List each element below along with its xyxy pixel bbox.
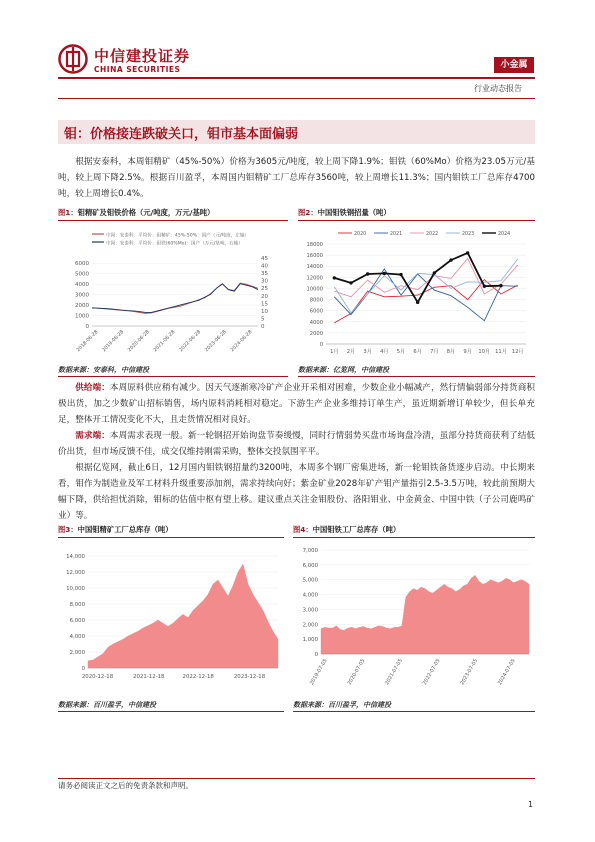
- inventory-area: [321, 575, 529, 654]
- data-point-2024: [466, 251, 469, 254]
- figure4-source-rule: [293, 711, 535, 712]
- y-right-tick-label: 5: [261, 316, 265, 323]
- y-tick-label: 8,000: [69, 602, 85, 608]
- x-tick-label: 2022-12-18: [182, 674, 214, 680]
- figure4-source: 数据来源：百川盈孚，中信建投: [293, 701, 391, 709]
- data-point-2024: [499, 284, 502, 287]
- series-line-left: [92, 283, 258, 313]
- x-tick-label: 12月: [511, 349, 524, 355]
- data-point-2024: [383, 272, 386, 275]
- y-tick-label: 6,000: [69, 618, 85, 624]
- data-point-2024: [349, 281, 352, 284]
- y-tick-label: 18000: [306, 242, 323, 248]
- y-tick-label: 4,000: [302, 592, 318, 599]
- y-left-tick-label: 5000: [75, 271, 89, 278]
- x-tick-label: 10月: [478, 349, 491, 355]
- x-tick-label: 2024-07-05: [497, 658, 517, 687]
- x-tick-label: 5月: [396, 349, 406, 355]
- figure1-title: [58, 208, 214, 218]
- figure4-title: [293, 525, 400, 535]
- figure4-title-text: 中国钼铁工厂总库存（吨）: [312, 525, 401, 534]
- x-tick-label: 2023-07-05: [459, 658, 480, 687]
- legend-label: 中国：安泰科：平均价：钼精矿：45%-50%：国产（元/吨度，左轴）: [106, 233, 250, 239]
- y-tick-label: 0: [314, 652, 318, 658]
- y-right-tick-label: 10: [261, 308, 268, 315]
- y-tick-label: 4000: [309, 319, 323, 326]
- legend-label: 2020: [354, 232, 367, 237]
- figure3-source: 数据来源：百川盈孚，中信建投: [58, 701, 156, 709]
- page-number: 1: [528, 800, 534, 809]
- y-right-tick-label: 15: [261, 301, 268, 308]
- y-tick-label: 12,000: [66, 570, 85, 576]
- data-point-2024: [399, 273, 402, 276]
- figure4-number: 图4：: [293, 525, 313, 534]
- company-logo: [58, 44, 88, 74]
- y-left-tick-label: 2000: [75, 303, 89, 310]
- x-tick-label: 2022-06-28: [178, 329, 203, 354]
- header-divider: [58, 77, 535, 79]
- x-tick-label: 2021-12-18: [133, 674, 165, 680]
- x-tick-label: 6月: [413, 349, 422, 355]
- figure2-title: [298, 208, 391, 218]
- y-tick-label: 6,000: [302, 562, 318, 569]
- x-tick-label: 2024-06-28: [230, 329, 254, 354]
- data-point-2024: [366, 272, 369, 275]
- footer-divider: [58, 778, 535, 779]
- data-point-2024: [333, 276, 336, 279]
- y-right-tick-label: 30: [261, 278, 268, 285]
- y-tick-label: 2,000: [69, 650, 85, 656]
- y-left-tick-label: 0: [85, 324, 89, 330]
- section-title: 钼：价格接连跌破关口，钼市基本面偏弱: [64, 127, 299, 142]
- figure2-source-rule: [298, 376, 535, 377]
- x-tick-label: 11月: [495, 349, 507, 355]
- disclaimer: 请务必阅读正文之后的免责条款和声明。: [58, 781, 193, 790]
- y-tick-label: 6000: [309, 308, 323, 315]
- figure1-source: 数据来源：安泰科，中信建投: [58, 366, 149, 374]
- paragraph-demand: [58, 428, 535, 460]
- x-tick-label: 3月: [363, 349, 372, 355]
- x-tick-label: 7月: [430, 349, 439, 355]
- x-tick-label: 2021-07-05: [384, 658, 404, 687]
- x-tick-label: 2020-06-28: [127, 329, 151, 354]
- y-tick-label: 10,000: [66, 586, 85, 592]
- y-right-tick-label: 40: [261, 263, 268, 270]
- x-tick-label: 2月: [346, 349, 356, 355]
- figure1-source-rule: [58, 376, 288, 377]
- data-point-2024: [433, 271, 436, 274]
- y-tick-label: 16000: [306, 253, 323, 260]
- paragraph-price: 根据安泰科，本周钼精矿（45%-50%）价格为3605元/吨度，较上周下降1.9%；钼铁（60%Mo）价格为23.05万元/基吨，较上周下降2.5%。根据百川盈孚，本周国内钼精矿工厂总库存3560吨，较上周增长11.3%；国内钼铁工厂总库存4700吨，较上周增长0.4%。: [58, 157, 535, 199]
- header-divider-thin: [58, 98, 535, 99]
- paragraph-outlook: 根据亿览网，截止6日，12月国内钼铁钢招量约3200吨，本周多个钢厂密集进场，新一轮钼铁备货逐步启动。中长期来看，钼作为制造业及军工材料升级重要添加剂，需求持续向好；紫金矿业2028年矿产钼产量指引2.5-3.5万吨，较此前预期大幅下降，供给担忧消除，钼标的估值中枢有望上移。建议重点关注金钼股份、洛阳钼业、中金黄金、中国中铁（子公司鹿鸣矿业）等。: [58, 463, 535, 521]
- figure2-number: 图2：: [298, 208, 318, 217]
- figure2-title-text: 中国钼铁钢招量（吨）: [317, 208, 391, 217]
- brand-name-en: CHINA SECURITIES: [94, 65, 181, 74]
- y-tick-label: 0: [319, 342, 323, 348]
- inventory-area: [88, 564, 278, 668]
- x-tick-label: 2019-07-05: [309, 658, 329, 687]
- y-tick-label: 12000: [306, 275, 323, 282]
- x-tick-label: 2020-12-18: [81, 674, 114, 680]
- demand-text: 本周需求表现一般。新一轮钢招开始询盘节奏缓慢，同时行情弱势买盘市场询盘冷清，虽部分持货商获利了结低价出货，但市场反馈不佳，成交仅维持刚需采购，整体交投氛围平平。: [58, 431, 535, 457]
- supply-lead: 供给端：: [75, 383, 110, 393]
- x-tick-label: 2018-06-28: [76, 329, 100, 354]
- report-type: 行业动态报告: [474, 84, 522, 93]
- legend-label: 中国：安泰科：平均价：钼铁(60%Mo)：国产（万元/基吨，右轴）: [106, 241, 243, 247]
- data-point-2024: [449, 258, 452, 261]
- y-tick-label: 7,000: [302, 548, 318, 554]
- figure2-title-rule: [298, 220, 535, 221]
- x-tick-label: 2023-06-28: [204, 329, 228, 354]
- legend-label: 2021: [390, 232, 403, 237]
- y-tick-label: 10000: [306, 286, 323, 293]
- y-right-tick-label: 20: [261, 293, 268, 300]
- y-tick-label: 14000: [306, 264, 323, 271]
- supply-text: 本周原料供应稍有减少。因天气逐渐寒冷矿产企业开采相对困难，少数企业小幅减产，然行情偏弱部分持货商积极出货，加之少数矿山招标销售，场内原料消耗相对稳定。下游生产企业多维持订单生产，虽近期新增订单较少，但长单充足，整体开工情况变化不大，且走货情况相对良好。: [58, 383, 535, 425]
- y-left-tick-label: 6000: [75, 261, 89, 268]
- y-tick-label: 3,000: [302, 607, 318, 614]
- y-right-tick-label: 0: [261, 324, 265, 330]
- y-tick-label: 2000: [309, 330, 323, 337]
- y-tick-label: 4,000: [69, 634, 85, 640]
- paragraph-supply: [58, 380, 535, 428]
- x-tick-label: 1月: [330, 349, 339, 355]
- legend-label: 2024: [498, 232, 511, 237]
- x-tick-label: 2020-07-05: [346, 658, 367, 687]
- y-right-tick-label: 45: [261, 256, 268, 262]
- y-tick-label: 2,000: [302, 622, 318, 629]
- y-tick-label: 1,000: [302, 637, 318, 644]
- data-point-2024: [416, 301, 419, 304]
- figure1-title-text: 钼精矿及钼铁价格（元/吨度，万元/基吨）: [77, 208, 215, 217]
- x-tick-label: 8月: [446, 349, 456, 355]
- chart-molybdenum-prices: [58, 222, 288, 357]
- figure3-source-rule: [58, 711, 284, 712]
- y-tick-label: 0: [81, 666, 85, 672]
- figure3-title-text: 中国钼精矿工厂总库存（吨）: [77, 525, 173, 534]
- demand-lead: 需求端：: [75, 431, 110, 441]
- x-tick-label: 2021-06-28: [153, 329, 177, 354]
- chart-ferromolybdenum-tender: [298, 222, 535, 357]
- x-tick-label: 2022-07-05: [421, 658, 442, 687]
- figure1-title-rule: [58, 220, 288, 221]
- section-tag: 小金属: [494, 57, 534, 73]
- y-left-tick-label: 3000: [75, 292, 89, 299]
- figure3-title: [58, 525, 173, 535]
- legend-label: 2023: [462, 232, 475, 237]
- y-right-tick-label: 25: [261, 286, 268, 293]
- y-left-tick-label: 1000: [75, 313, 89, 320]
- y-tick-label: 5,000: [302, 577, 318, 584]
- figure3-number: 图3：: [58, 525, 78, 534]
- figure1-number: 图1：: [58, 208, 78, 217]
- y-right-tick-label: 35: [261, 271, 268, 278]
- series-line-right: [92, 284, 258, 313]
- figure3-title-rule: [58, 537, 284, 538]
- chart-concentrate-inventory: [58, 540, 284, 688]
- y-tick-label: 14,000: [66, 554, 85, 560]
- x-tick-label: 2019-06-28: [101, 329, 126, 354]
- legend-label: 2022: [426, 232, 439, 237]
- x-tick-label: 4月: [380, 349, 389, 355]
- x-tick-label: 2023-12-18: [233, 674, 266, 680]
- chart-ferromolybdenum-inventory: [293, 540, 535, 688]
- brand-name-cn: 中信建投证券: [94, 47, 191, 65]
- figure4-title-rule: [293, 537, 535, 538]
- y-tick-label: 8000: [309, 297, 323, 304]
- figure2-source: 数据来源：亿览网，中信建投: [298, 366, 389, 374]
- x-tick-label: 9月: [463, 349, 472, 355]
- data-point-2024: [483, 285, 486, 288]
- y-left-tick-label: 4000: [75, 282, 89, 289]
